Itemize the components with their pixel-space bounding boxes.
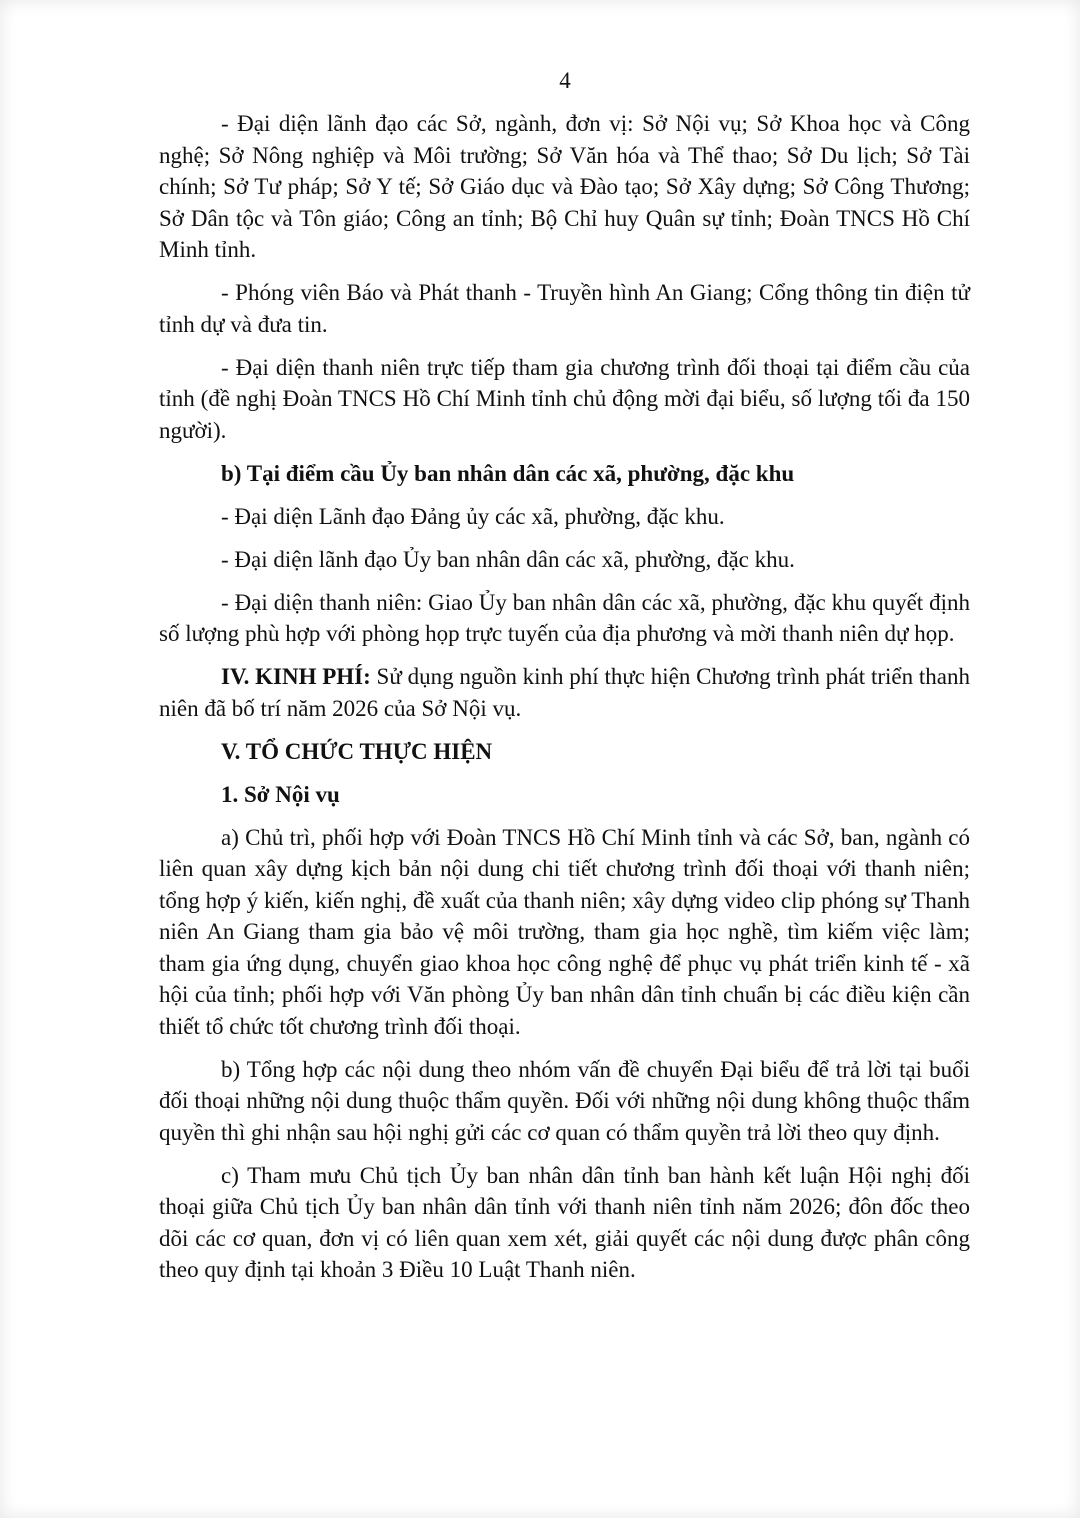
- paragraph-reporters: - Phóng viên Báo và Phát thanh - Truyền hình An Giang; Cổng thông tin điện tử tỉnh dự và đưa tin.: [159, 280, 970, 337]
- paragraph-item-a: a) Chủ trì, phối hợp với Đoàn TNCS Hồ Chí Minh tỉnh và các Sở, ban, ngành có liên quan xây dựng kịch bản nội dung chi tiết chương trình đối thoại với thanh niên; tổng hợp ý kiến, kiến nghị, đề xuất của thanh niên; xây dựng video clip phóng sự Thanh niên An Giang tham gia bảo vệ môi trường, tham gia học nghề, tìm kiếm việc làm; tham gia ứng dụng, chuyển giao khoa học công nghệ để phục vụ phát triển kinh tế - xã hội của tỉnh; phối hợp với Văn phòng Ủy ban nhân dân tỉnh chuẩn bị các điều kiện cần thiết tổ chức tốt chương trình đối thoại.: [159, 824, 970, 1039]
- document-body: [159, 108, 970, 1297]
- page-number: 4: [559, 68, 571, 93]
- section-v-heading: V. TỔ CHỨC THỰC HIỆN: [221, 738, 493, 764]
- paragraph-commune-leaders: - Đại diện lãnh đạo Ủy ban nhân dân các xã, phường, đặc khu.: [221, 546, 795, 572]
- paragraph-item-b: b) Tổng hợp các nội dung theo nhóm vấn đề chuyển Đại biểu để trả lời tại buổi đối thoại những nội dung thuộc thẩm quyền. Đối với những nội dung không thuộc thẩm quyền thì ghi nhận sau hội nghị gửi các cơ quan có thẩm quyền trả lời theo quy định.: [159, 1056, 970, 1145]
- paragraph-provincial-departments: - Đại diện lãnh đạo các Sở, ngành, đơn vị: Sở Nội vụ; Sở Khoa học và Công nghệ; Sở Nông nghiệp và Môi trường; Sở Văn hóa và Thể thao; Sở Du lịch; Sở Tài chính; Sở Tư pháp; Sở Y tế; Sở Giáo dục và Đào tạo; Sở Xây dựng; Sở Công Thương; Sở Dân tộc và Tôn giáo; Công an tỉnh; Bộ Chỉ huy Quân sự tỉnh; Đoàn TNCS Hồ Chí Minh tỉnh.: [159, 111, 970, 262]
- heading-commune-bridge-point: b) Tại điểm cầu Ủy ban nhân dân các xã, phường, đặc khu: [221, 460, 795, 486]
- section-iv-funding: [159, 661, 970, 724]
- subsection-1-heading: 1. Sở Nội vụ: [221, 781, 340, 807]
- paragraph-youth-representatives: - Đại diện thanh niên trực tiếp tham gia chương trình đối thoại tại điểm cầu của tỉnh (đề nghị Đoàn TNCS Hồ Chí Minh tỉnh chủ động mời đại biểu, số lượng tối đa 150 người).: [159, 354, 970, 443]
- paragraph-commune-youth: - Đại diện thanh niên: Giao Ủy ban nhân dân các xã, phường, đặc khu quyết định số lượng phù hợp với phòng họp trực tuyến của địa phương và mời thanh niên dự họp.: [159, 589, 970, 646]
- section-iv-text: Sử dụng nguồn kinh phí thực hiện Chương trình phát triển thanh niên đã bố trí năm 2026 của Sở Nội vụ.: [159, 664, 970, 721]
- paragraph-party-committee: - Đại diện Lãnh đạo Đảng ủy các xã, phường, đặc khu.: [221, 503, 725, 529]
- section-iv-label: IV. KINH PHÍ:: [221, 664, 371, 689]
- paragraph-item-c: c) Tham mưu Chủ tịch Ủy ban nhân dân tỉnh ban hành kết luận Hội nghị đối thoại giữa Chủ tịch Ủy ban nhân dân tỉnh với thanh niên tỉnh năm 2026; đôn đốc theo dõi các cơ quan, đơn vị có liên quan xem xét, giải quyết các nội dung được phân công theo quy định tại khoản 3 Điều 10 Luật Thanh niên.: [159, 1162, 970, 1282]
